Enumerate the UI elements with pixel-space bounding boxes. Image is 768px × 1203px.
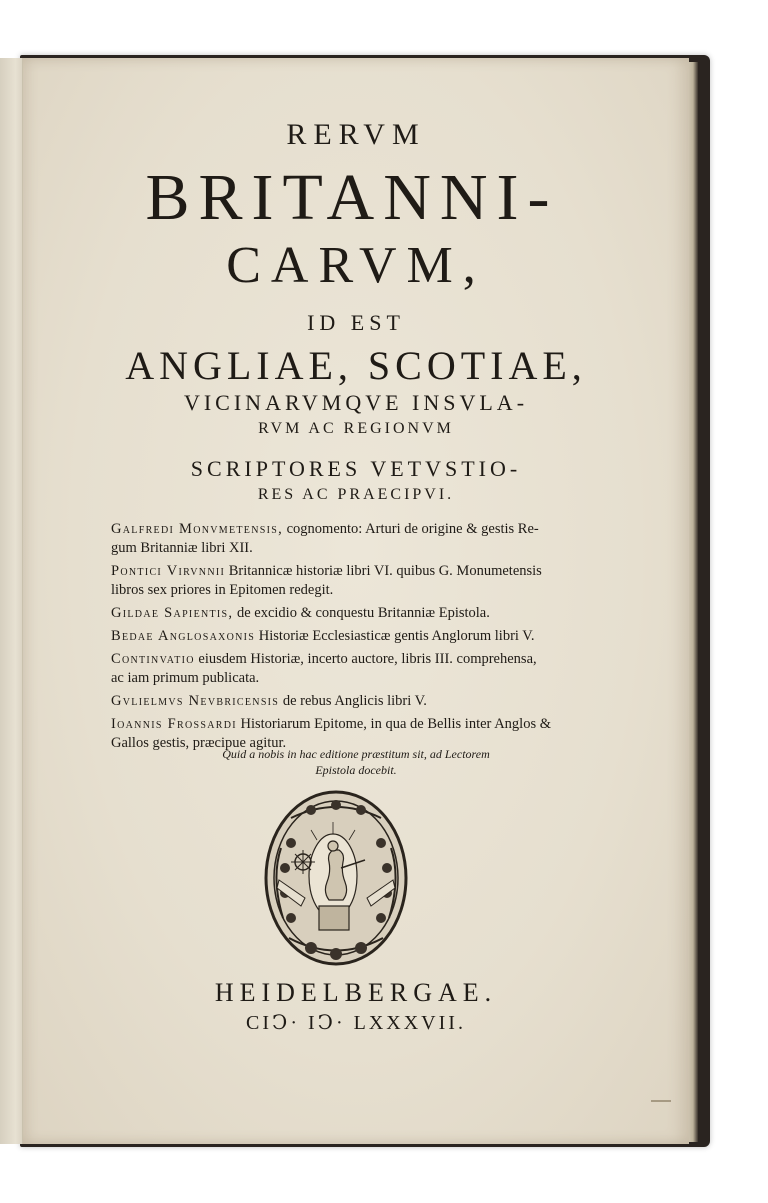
contents-entry — [111, 562, 611, 600]
note-line-1: Quid a nobis in hac editione præstitum sit, ad Lectorem — [222, 747, 490, 761]
entry-continuation: libros sex priores in Epitomen redegit. — [111, 582, 334, 598]
title-line-4: ID EST — [307, 310, 405, 335]
title-line-3: CARVM, — [226, 237, 486, 294]
entry-text: eiusdem Historiæ, incerto auctore, libris III. comprehensa, — [194, 651, 537, 667]
contents-entry — [111, 627, 611, 646]
contents-entry — [111, 692, 611, 711]
entry-author: Continvatio — [111, 651, 195, 667]
entry-text: de rebus Anglicis libri V. — [279, 693, 427, 709]
entry-text: cognomento: Arturi de origine & gestis Re- — [283, 521, 539, 537]
contents-entry — [111, 650, 611, 688]
title-page — [22, 58, 689, 1144]
entry-text: Historiæ Ecclesiasticæ gentis Anglorum libri V. — [255, 628, 535, 644]
emblem-illustration — [261, 788, 411, 968]
entry-author: Pontici Virvnnii — [111, 563, 226, 579]
entry-continuation: gum Britanniæ libri XII. — [111, 540, 253, 556]
entry-author: Ioannis Frossardi — [111, 716, 237, 732]
entry-text: de excidio & conquestu Britanniæ Epistola. — [233, 605, 490, 621]
pencil-mark — [651, 1100, 671, 1102]
contents-entry — [111, 520, 611, 558]
contents-entry — [111, 604, 611, 623]
title-line-8: SCRIPTORES VETVSTIO- — [190, 456, 522, 481]
entry-author: Bedae Anglosaxonis — [111, 628, 256, 644]
title-line-1: RERVM — [286, 118, 426, 151]
printer-emblem — [261, 788, 411, 968]
page-edge — [688, 62, 698, 1142]
imprint-date: CIↃ· IↃ· LXXXVII. — [246, 1012, 466, 1034]
imprint-place: HEIDELBERGAE. — [214, 978, 498, 1007]
editorial-note — [23, 746, 689, 778]
entry-text: Historiarum Epitome, in qua de Bellis inter Anglos & — [236, 716, 551, 732]
entry-author: Gvlielmvs Nevbricensis — [111, 693, 280, 709]
note-line-2: Epistola docebit. — [315, 763, 397, 777]
entry-author: Galfredi Monvmetensis, — [111, 521, 283, 537]
entry-text: Britannicæ historiæ libri VI. quibus G. Monumetensis — [225, 563, 542, 579]
contents-list — [111, 520, 611, 757]
entry-author: Gildae Sapientis, — [111, 605, 234, 621]
entry-continuation: Gallos gestis, præcipue agitur. — [111, 735, 287, 751]
entry-continuation: ac iam primum publicata. — [111, 670, 260, 686]
title-line-9: RES AC PRAECIPVI. — [257, 486, 455, 503]
title-line-5: ANGLIAE, SCOTIAE, — [125, 343, 587, 388]
title-line-6: VICINARVMQVE INSVLA- — [183, 390, 529, 415]
title-line-7: RVM AC REGIONVM — [258, 420, 454, 437]
title-line-2: BRITANNI- — [145, 161, 559, 234]
